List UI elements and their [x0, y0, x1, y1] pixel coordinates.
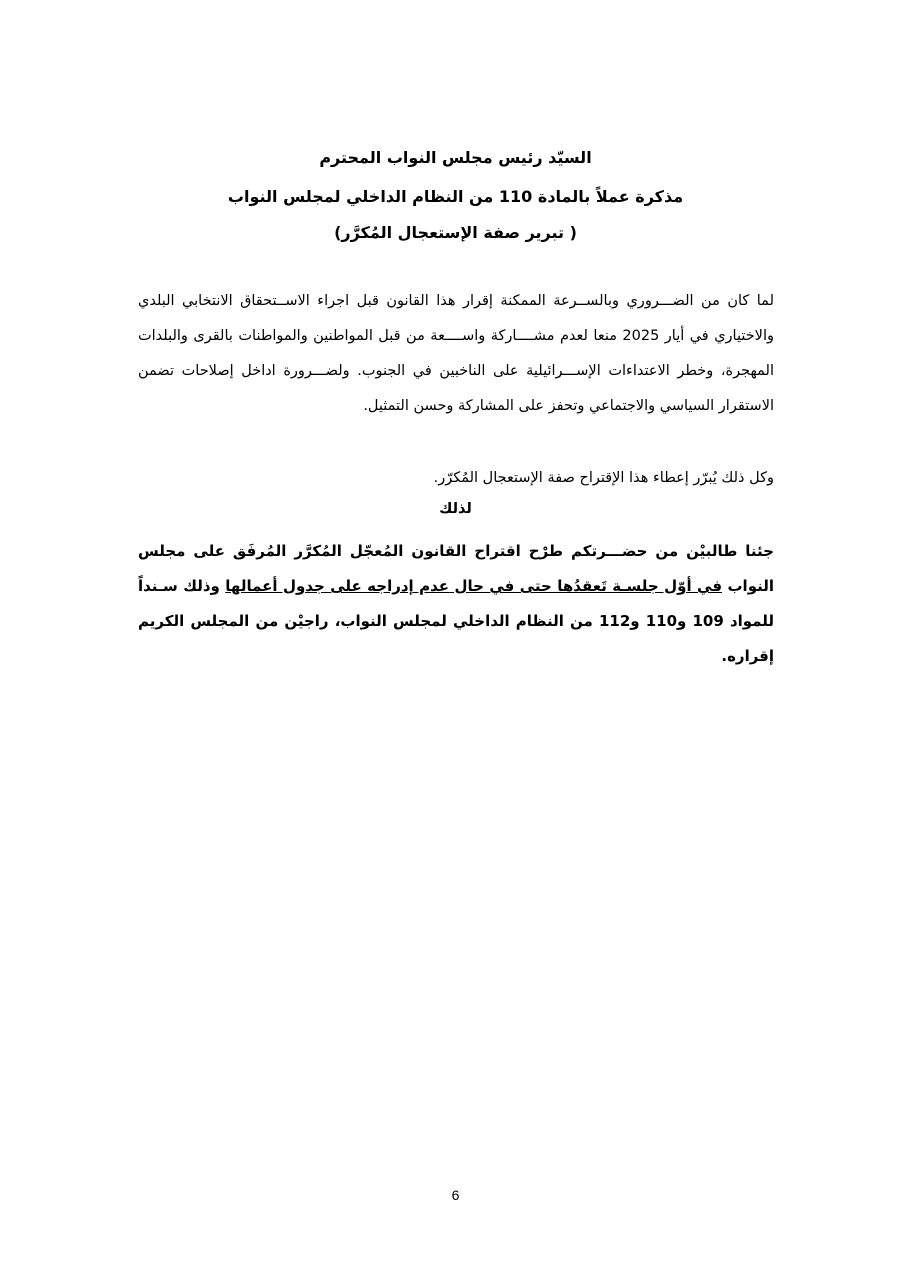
addressee-line: السيّد رئيس مجلس النواب المحترم — [319, 148, 592, 167]
justification-conclusion: وكل ذلك يُبرّر إعطاء هذا الإقتراح صفة الإستعجال المُكرّر. — [433, 470, 774, 486]
request-text-part2: وذلك سـنداً للمواد 109 و110 و112 من النظام الداخلي لمجلس النواب، راجيْن من المجلس الكريم إقراره. — [138, 577, 774, 665]
justification-paragraph: لما كان من الضـــروري وبالســرعة الممكنة إقرار هذا القانون قبل اجراء الاســتحقاق الانتخابي البلدي والاختياري في أيار 2025 منعا لعدم مشــــاركة واســــعة من قبل المواطنين والمواطنات بالقرى والبلدات المهجرة، وخطر الاعتداءات الإســـرائيلية على الناخبين في الجنوب. ولضـــرورة اداخل إصلاحات تضمن الاستقرار السياسي والاجتماعي وتحفز على المشاركة وحسن التمثيل. — [138, 293, 774, 414]
page-number: 6 — [451, 1187, 460, 1203]
therefore-heading: لذلك — [439, 501, 472, 517]
memo-title: مذكرة عملاً بالمادة 110 من النظام الداخلي لمجلس النواب — [227, 187, 684, 206]
request-text-underlined: في أوّل جلسـة تَعقدُها حتى في حال عدم إدراجه على جدول أعمالها — [225, 577, 723, 595]
request-paragraph — [138, 534, 774, 674]
memo-subtitle: ( تبرير صفة الإستعجال المُكرَّر) — [334, 223, 577, 242]
request-text-part1: جئنا طالبيْن من حضـــرتكم طرْح اقتراح القانون المُعجّل المُكرَّر المُرفَق على مجلس النواب — [138, 542, 775, 595]
